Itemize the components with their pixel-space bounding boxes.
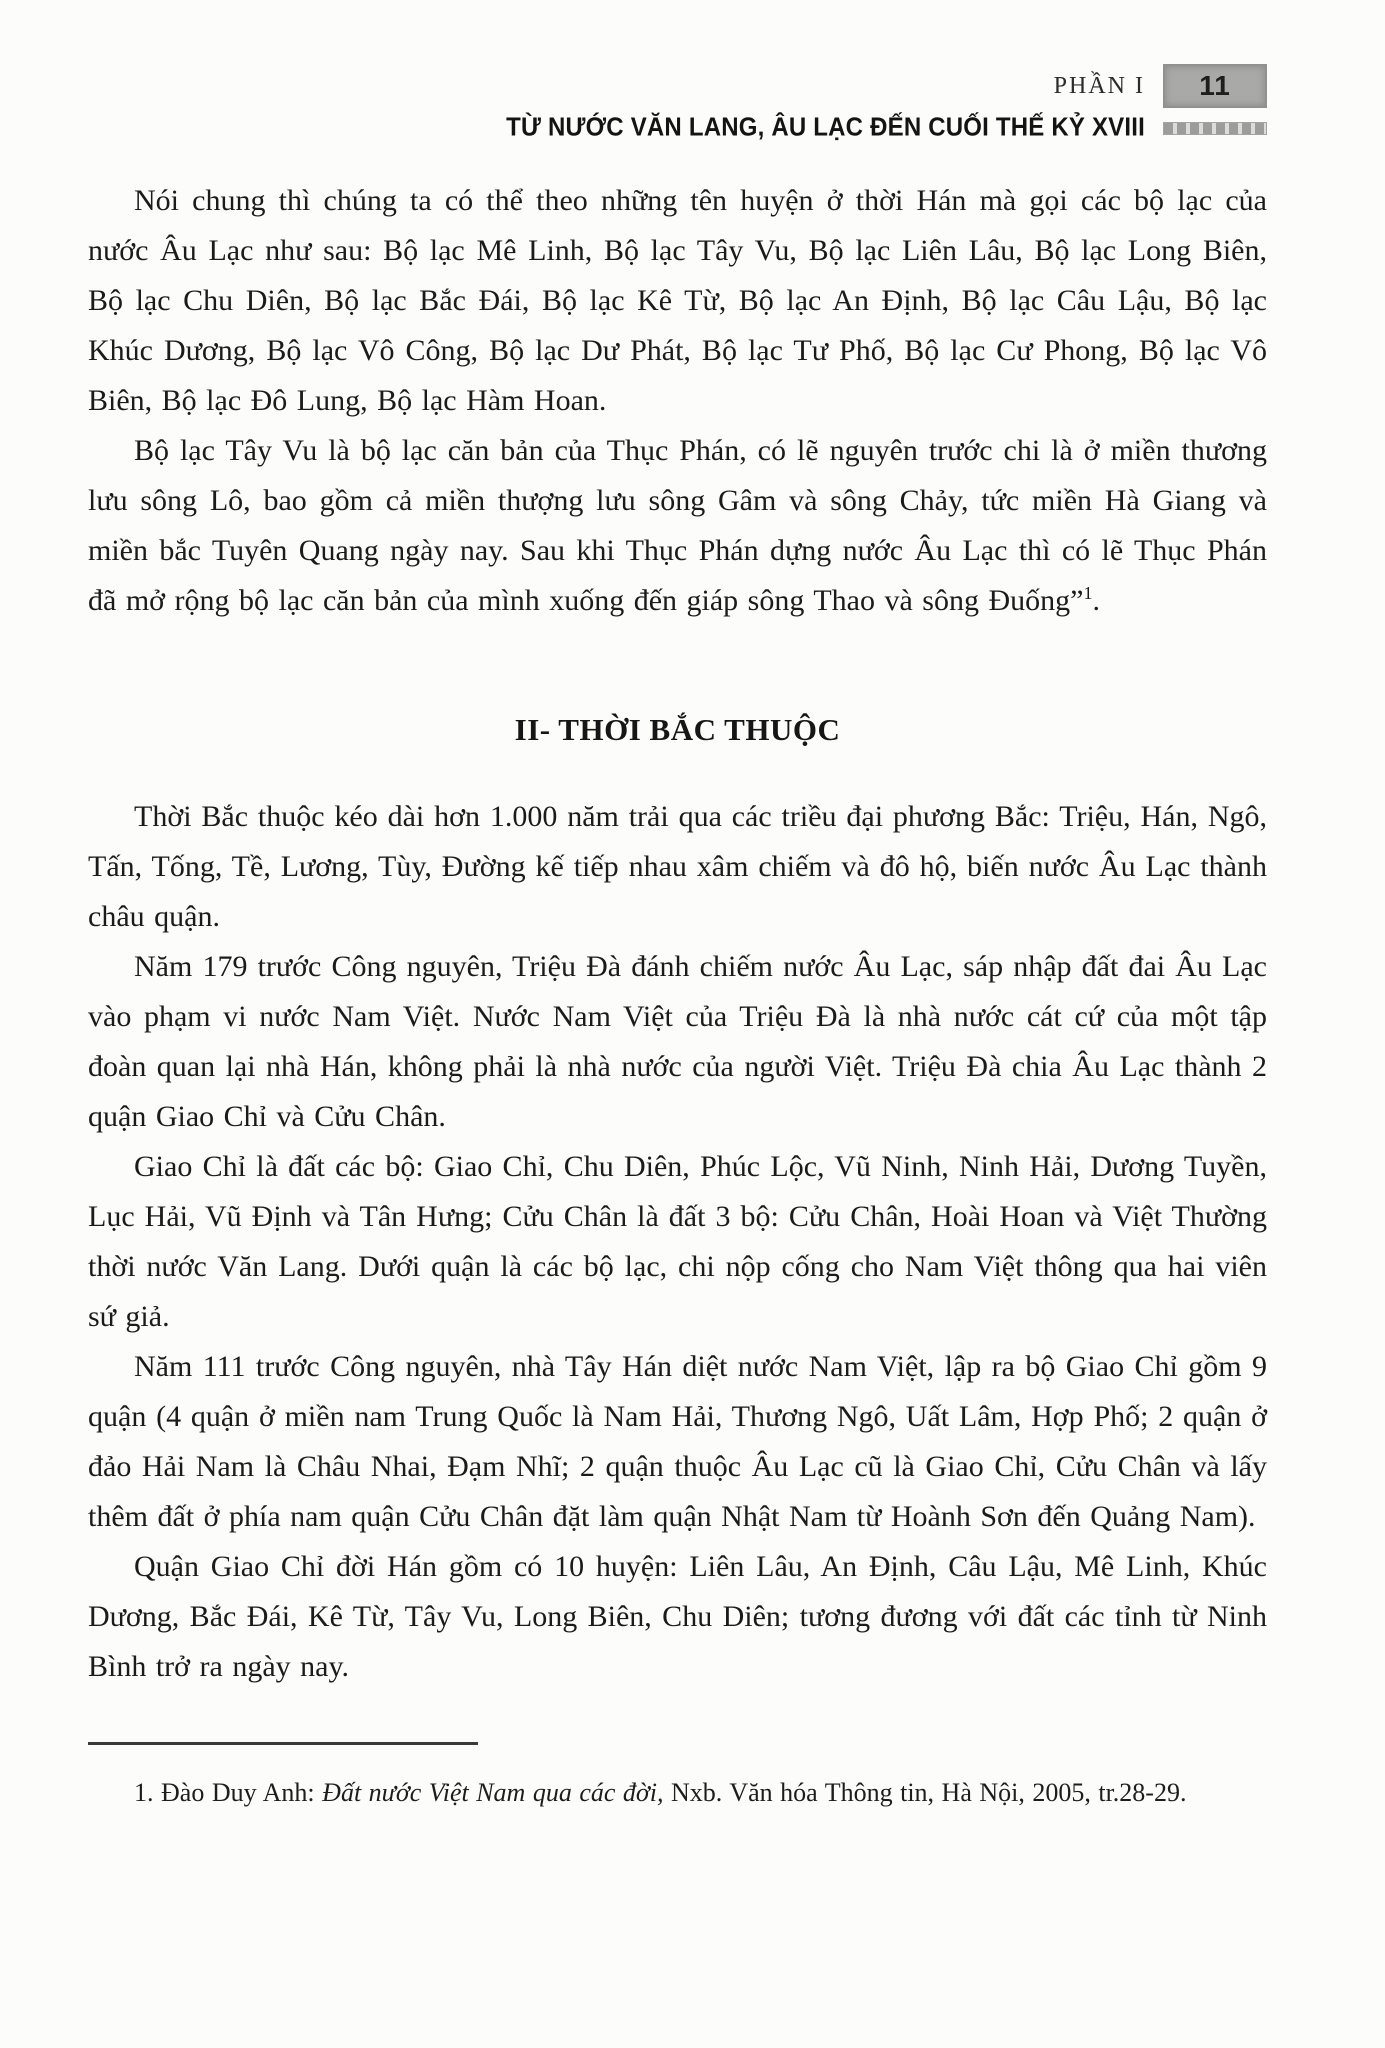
paragraph-tribes-list: Nói chung thì chúng ta có thể theo những tên huyện ở thời Hán mà gọi các bộ lạc của nước Âu Lạc như sau: Bộ lạc Mê Linh, Bộ lạc Tây Vu, Bộ lạc Liên Lâu, Bộ lạc Long Biên, Bộ lạc Chu Diên, Bộ lạc Bắc Đái, Bộ lạc Kê Từ, Bộ lạc An Định, Bộ lạc Câu Lậu, Bộ lạc Khúc Dương, Bộ lạc Vô Công, Bộ lạc Dư Phát, Bộ lạc Tư Phố, Bộ lạc Cư Phong, Bộ lạc Vô Biên, Bộ lạc Đô Lung, Bộ lạc Hàm Hoan. (88, 184, 1267, 417)
paragraph-bac-thuoc-intro: Thời Bắc thuộc kéo dài hơn 1.000 năm trải qua các triều đại phương Bắc: Triệu, Hán, Ngô, Tấn, Tống, Tề, Lương, Tùy, Đường kế tiếp nhau xâm chiếm và đô hộ, biến nước Âu Lạc thành châu quận. (88, 800, 1267, 933)
footnote (88, 1765, 1267, 1821)
paragraph-quan-giao-chi: Quận Giao Chỉ đời Hán gồm có 10 huyện: Liên Lâu, An Định, Câu Lậu, Mê Linh, Khúc Dương, Bắc Đái, Kê Từ, Tây Vu, Long Biên, Chu Diên; tương đương với đất các tỉnh từ Ninh Bình trở ra ngày nay. (88, 1550, 1267, 1683)
page-body (88, 176, 1267, 1692)
chapter-title: TỪ NƯỚC VĂN LANG, ÂU LẠC ĐẾN CUỐI THẾ KỶ XVIII (506, 112, 1145, 143)
footnote-publisher-info: Nxb. Văn hóa Thông tin, Hà Nội, 2005, tr.28-29. (663, 1778, 1187, 1807)
paragraph-tay-vu (88, 426, 1267, 626)
paragraph-giao-chi-bo: Giao Chỉ là đất các bộ: Giao Chỉ, Chu Diên, Phúc Lộc, Vũ Ninh, Ninh Hải, Dương Tuyền, Lục Hải, Vũ Định và Tân Hưng; Cửu Chân là đất 3 bộ: Cửu Chân, Hoài Hoan và Việt Thường thời nước Văn Lang. Dưới quận là các bộ lạc, chi nộp cống cho Nam Việt thông qua hai viên sứ giả. (88, 1150, 1267, 1333)
paragraph-trieu-da: Năm 179 trước Công nguyên, Triệu Đà đánh chiếm nước Âu Lạc, sáp nhập đất đai Âu Lạc vào phạm vi nước Nam Việt. Nước Nam Việt của Triệu Đà là nhà nước cát cứ của một tập đoàn quan lại nhà Hán, không phải là nhà nước của người Việt. Triệu Đà chia Âu Lạc thành 2 quận Giao Chỉ và Cửu Chân. (88, 950, 1267, 1133)
hatch-decoration (1163, 122, 1267, 135)
part-label: PHẦN I (1053, 72, 1145, 99)
paragraph-tay-vu-text: Bộ lạc Tây Vu là bộ lạc căn bản của Thục Phán, có lẽ nguyên trước chi là ở miền thương lưu sông Lô, bao gồm cả miền thượng lưu sông Gâm và sông Chảy, tức miền Hà Giang và miền bắc Tuyên Quang ngày nay. Sau khi Thục Phán dựng nước Âu Lạc thì có lẽ Thục Phán đã mở rộng bộ lạc căn bản của mình xuống đến giáp sông Thao và sông Đuống” (88, 434, 1267, 617)
footnote-ref: 1. Đào Duy Anh: (134, 1778, 323, 1807)
section-heading: II- THỜI BẮC THUỘC (514, 712, 841, 747)
paragraph-tay-vu-tail: . (1092, 584, 1100, 617)
paragraph-nam-111: Năm 111 trước Công nguyên, nhà Tây Hán diệt nước Nam Việt, lập ra bộ Giao Chỉ gồm 9 quận (4 quận ở miền nam Trung Quốc là Nam Hải, Thương Ngô, Uất Lâm, Hợp Phố; 2 quận ở đảo Hải Nam là Châu Nhai, Đạm Nhĩ; 2 quận thuộc Âu Lạc cũ là Giao Chỉ, Cửu Chân và lấy thêm đất ở phía nam quận Cửu Chân đặt làm quận Nhật Nam từ Hoành Sơn đến Quảng Nam). (88, 1350, 1267, 1533)
page-header (88, 64, 1267, 142)
footnote-divider (88, 1742, 478, 1745)
footnote-marker: 1 (1083, 583, 1093, 603)
page-number-badge: 11 (1163, 64, 1267, 108)
footnote-book-title: Đất nước Việt Nam qua các đời, (322, 1778, 664, 1807)
